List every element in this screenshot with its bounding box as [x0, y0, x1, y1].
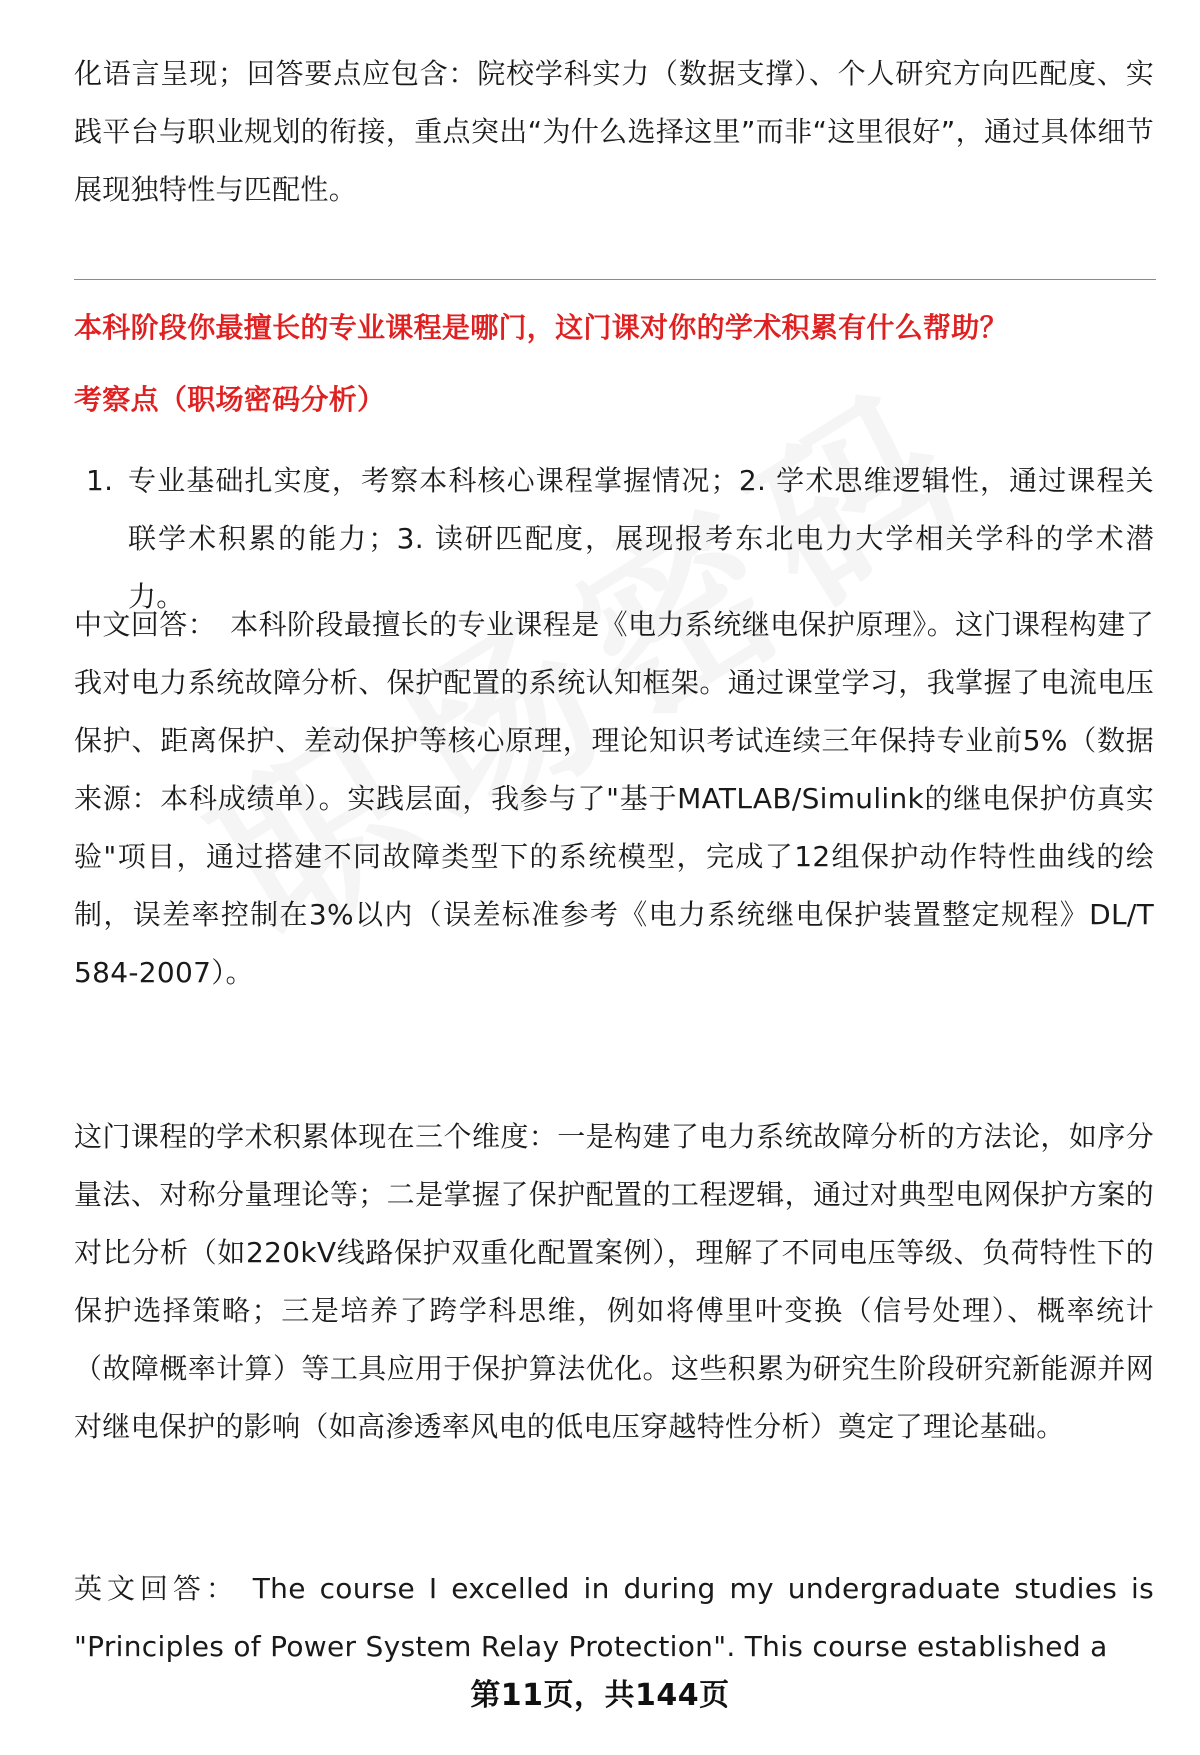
english-answer-label: 英文回答：	[74, 1572, 239, 1605]
chinese-answer-paragraph	[74, 596, 1154, 1002]
checkpoint-heading: 考察点（职场密码分析）	[74, 383, 386, 416]
chinese-answer-text: 本科阶段最擅长的专业课程是《电力系统继电保护原理》。这门课程构建了我对电力系统故障分析、保护配置的系统认知框架。通过课堂学习，我掌握了电流电压保护、距离保护、差动保护等核心原理，理论知识考试连续三年保持专业前5%（数据来源：本科成绩单）。实践层面，我参与了"基于MATLAB/Simulink的继电保护仿真实验"项目，通过搭建不同故障类型下的系统模型，完成了12组保护动作特性曲线的绘制，误差率控制在3%以内（误差标准参考《电力系统继电保护装置整定规程》DL/T 584-2007）。	[74, 608, 1154, 989]
section-divider	[74, 279, 1156, 280]
question-heading: 本科阶段你最擅长的专业课程是哪门，这门课对你的学术积累有什么帮助？	[74, 311, 1008, 344]
page-number-footer: 第11页，共144页	[470, 1678, 730, 1713]
intro-paragraph: 化语言呈现；回答要点应包含：院校学科实力（数据支撑）、个人研究方向匹配度、实践平台与职业规划的衔接，重点突出“为什么选择这里”而非“这里很好”，通过具体细节展现独特性与匹配性。	[74, 57, 1154, 206]
chinese-answer-label: 中文回答：	[74, 608, 217, 641]
list-item-number: 1.	[86, 464, 114, 497]
accumulation-paragraph: 这门课程的学术积累体现在三个维度：一是构建了电力系统故障分析的方法论，如序分量法、对称分量理论等；二是掌握了保护配置的工程逻辑，通过对典型电网保护方案的对比分析（如220kV线路保护双重化配置案例），理解了不同电压等级、负荷特性下的保护选择策略；三是培养了跨学科思维，例如将傅里叶变换（信号处理）、概率统计（故障概率计算）等工具应用于保护算法优化。这些积累为研究生阶段研究新能源并网对继电保护的影响（如高渗透率风电的低电压穿越特性分析）奠定了理论基础。	[74, 1120, 1154, 1443]
list-item-text: 专业基础扎实度，考察本科核心课程掌握情况；2. 学术思维逻辑性，通过课程关联学术积累的能力；3. 读研匹配度，展现报考东北电力大学相关学科的学术潜力。	[128, 464, 1154, 613]
english-answer-text: The course I excelled in during my undergraduate studies is "Principles of Power System Relay Protection". This course established a	[74, 1572, 1154, 1663]
english-answer-paragraph	[74, 1560, 1154, 1676]
